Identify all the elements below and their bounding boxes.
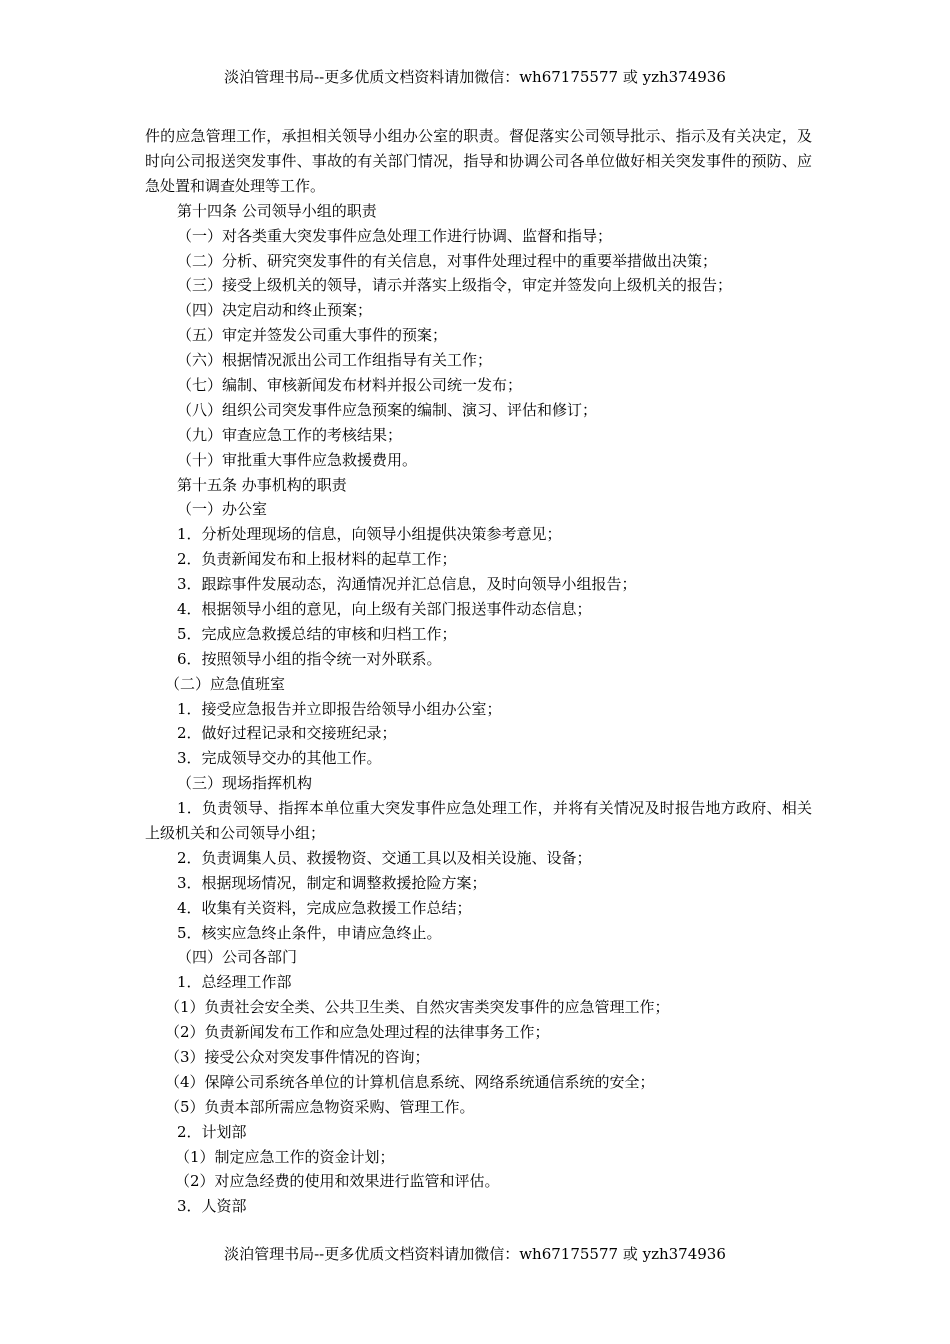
list-item: （一）对各类重大突发事件应急处理工作进行协调、监督和指导；	[177, 226, 613, 245]
list-item: （二）分析、研究突发事件的有关信息，对事件处理过程中的重要举措做出决策；	[177, 251, 718, 270]
list-item: （六）根据情况派出公司工作组指导有关工作；	[177, 351, 493, 370]
page-header: 淡泊管理书局--更多优质文档资料请加微信：wh67175577 或 yzh374936	[224, 68, 726, 86]
list-item: 1．负责领导、指挥本单位重大突发事件应急处理工作，并将有关情况及时报告地方政府、相关上级机关和公司领导小组；	[145, 799, 812, 842]
article-14-heading: 第十四条 公司领导小组的职责	[177, 201, 377, 220]
duty-room-heading: （二）应急值班室	[165, 674, 286, 693]
list-item: 5．核实应急终止条件，申请应急终止。	[177, 923, 442, 942]
list-item: （1）制定应急工作的资金计划；	[175, 1147, 395, 1166]
list-item: 5．完成应急救援总结的审核和归档工作；	[177, 624, 457, 643]
list-item: （2）负责新闻发布工作和应急处理过程的法律事务工作；	[165, 1023, 550, 1042]
article-15-heading: 第十五条 办事机构的职责	[177, 475, 347, 494]
site-command-list	[145, 796, 812, 945]
list-item: 3．根据现场情况，制定和调整救援抢险方案；	[177, 873, 487, 892]
list-item: （1）负责社会安全类、公共卫生类、自然灾害类突发事件的应急管理工作；	[165, 998, 670, 1017]
page-footer: 淡泊管理书局--更多优质文档资料请加微信：wh67175577 或 yzh374936	[224, 1245, 726, 1263]
list-item: （3）接受公众对突发事件情况的咨询；	[165, 1048, 430, 1067]
list-item: （5）负责本部所需应急物资采购、管理工作。	[165, 1097, 475, 1116]
office-heading: （一）办公室	[177, 500, 268, 519]
list-item: 1．接受应急报告并立即报告给领导小组办公室；	[177, 699, 502, 718]
list-item: 6．按照领导小组的指令统一对外联系。	[177, 649, 442, 668]
list-item: 4．收集有关资料，完成应急救援工作总结；	[177, 898, 472, 917]
planning-list	[145, 1145, 812, 1195]
list-item: （五）审定并签发公司重大事件的预案；	[177, 326, 448, 345]
list-item: （七）编制、审核新闻发布材料并报公司统一发布；	[177, 375, 523, 394]
office-list	[145, 522, 812, 671]
gm-office-list	[145, 995, 812, 1119]
departments-heading: （四）公司各部门	[177, 948, 298, 967]
document-body	[145, 124, 812, 1219]
intro-paragraph: 件的应急管理工作，承担相关领导小组办公室的职责。督促落实公司领导批示、指示及有关决定，及时向公司报送突发事件、事故的有关部门情况，指导和协调公司各单位做好相关突发事件的预防、应急处置和调查处理等工作。	[145, 127, 812, 195]
list-item: （2）对应急经费的使用和效果进行监管和评估。	[175, 1172, 500, 1191]
list-item: （十）审批重大事件应急救援费用。	[177, 450, 418, 469]
list-item: 2．做好过程记录和交接班纪录；	[177, 724, 397, 743]
planning-heading: 2．计划部	[177, 1122, 247, 1141]
list-item: 2．负责调集人员、救援物资、交通工具以及相关设施、设备；	[177, 848, 592, 867]
list-item: 4．根据领导小组的意见，向上级有关部门报送事件动态信息；	[177, 599, 592, 618]
list-item: （三）接受上级机关的领导，请示并落实上级指令，审定并签发向上级机关的报告；	[177, 276, 733, 295]
list-item: 3．完成领导交办的其他工作。	[177, 749, 382, 768]
gm-office-heading: 1．总经理工作部	[177, 973, 292, 992]
list-item: （八）组织公司突发事件应急预案的编制、演习、评估和修订；	[177, 400, 598, 419]
list-item: 3．跟踪事件发展动态，沟通情况并汇总信息，及时向领导小组报告；	[177, 575, 637, 594]
list-item: （九）审查应急工作的考核结果；	[177, 425, 403, 444]
list-item: 2．负责新闻发布和上报材料的起草工作；	[177, 550, 457, 569]
duty-room-list	[145, 697, 812, 772]
article-14-list	[145, 224, 812, 473]
list-item: 1．分析处理现场的信息，向领导小组提供决策参考意见；	[177, 525, 562, 544]
site-command-heading: （三）现场指挥机构	[177, 774, 313, 793]
hr-heading: 3．人资部	[177, 1197, 247, 1216]
list-item: （四）决定启动和终止预案；	[177, 301, 373, 320]
list-item: （4）保障公司系统各单位的计算机信息系统、网络系统通信系统的安全；	[165, 1072, 655, 1091]
